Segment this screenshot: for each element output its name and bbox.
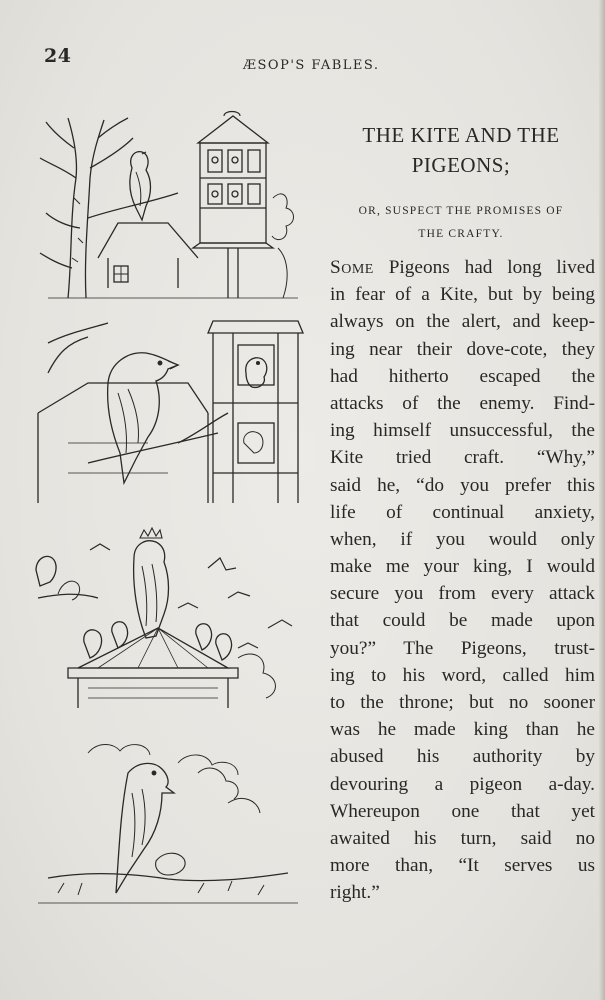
illustration-kite-addressing-pigeon bbox=[28, 313, 308, 513]
text-line: more than, “It serves us bbox=[330, 855, 595, 877]
text-line: said he, “do you prefer this bbox=[330, 474, 595, 496]
illustration-column bbox=[28, 108, 308, 908]
text-line: awaited his turn, said no bbox=[330, 827, 595, 849]
text-line: devouring a pigeon a-day. bbox=[330, 773, 595, 795]
text-line: you?” The Pigeons, trust- bbox=[330, 637, 595, 659]
illustration-kite-watching-dovecote bbox=[28, 108, 308, 303]
illustration-crowned-kite-on-dovecote bbox=[28, 518, 308, 718]
title-line-2: PIGEONS; bbox=[411, 153, 511, 177]
text-line bbox=[330, 254, 595, 281]
text-line: ing to his word, called him bbox=[330, 664, 595, 686]
text-line: to the throne; but no sooner bbox=[330, 692, 595, 713]
text-line: that could be made upon bbox=[330, 610, 595, 632]
text-line-rest: Pigeons had long lived bbox=[373, 257, 595, 278]
text-line: was he made king than he bbox=[330, 719, 595, 741]
drop-word: Some bbox=[330, 257, 374, 278]
illustration-kite-devouring-pigeon bbox=[28, 733, 308, 913]
fable-body bbox=[330, 254, 595, 907]
fable-subtitle bbox=[322, 200, 600, 246]
text-line: ing himself unsuccessful, the bbox=[330, 420, 595, 442]
title-line-1: THE KITE AND THE bbox=[362, 123, 560, 147]
text-line: Kite tried craft. “Why,” bbox=[330, 447, 595, 469]
text-line: secure you from every attack bbox=[330, 583, 595, 605]
text-line: had hitherto escaped the bbox=[330, 365, 595, 387]
text-line: Whereupon one that yet bbox=[330, 800, 595, 822]
text-line: right.” bbox=[330, 882, 380, 904]
subtitle-line-1: OR, SUSPECT THE PROMISES OF bbox=[358, 205, 564, 217]
text-line: abused his authority by bbox=[330, 746, 595, 768]
text-line: life of continual anxiety, bbox=[330, 501, 595, 523]
running-title: ÆSOP'S FABLES. bbox=[243, 58, 380, 73]
text-line: attacks of the enemy. Find- bbox=[330, 392, 595, 414]
fable-title bbox=[322, 120, 600, 180]
text-line: make me your king, I would bbox=[330, 556, 595, 578]
text-line: ing near their dove-cote, they bbox=[330, 338, 595, 360]
page-number: 24 bbox=[44, 45, 72, 67]
subtitle-line-2: THE CRAFTY. bbox=[418, 228, 504, 240]
text-line: when, if you would only bbox=[330, 528, 595, 550]
text-line: always on the alert, and keep- bbox=[330, 311, 595, 333]
text-line: in fear of a Kite, but by being bbox=[330, 284, 595, 306]
